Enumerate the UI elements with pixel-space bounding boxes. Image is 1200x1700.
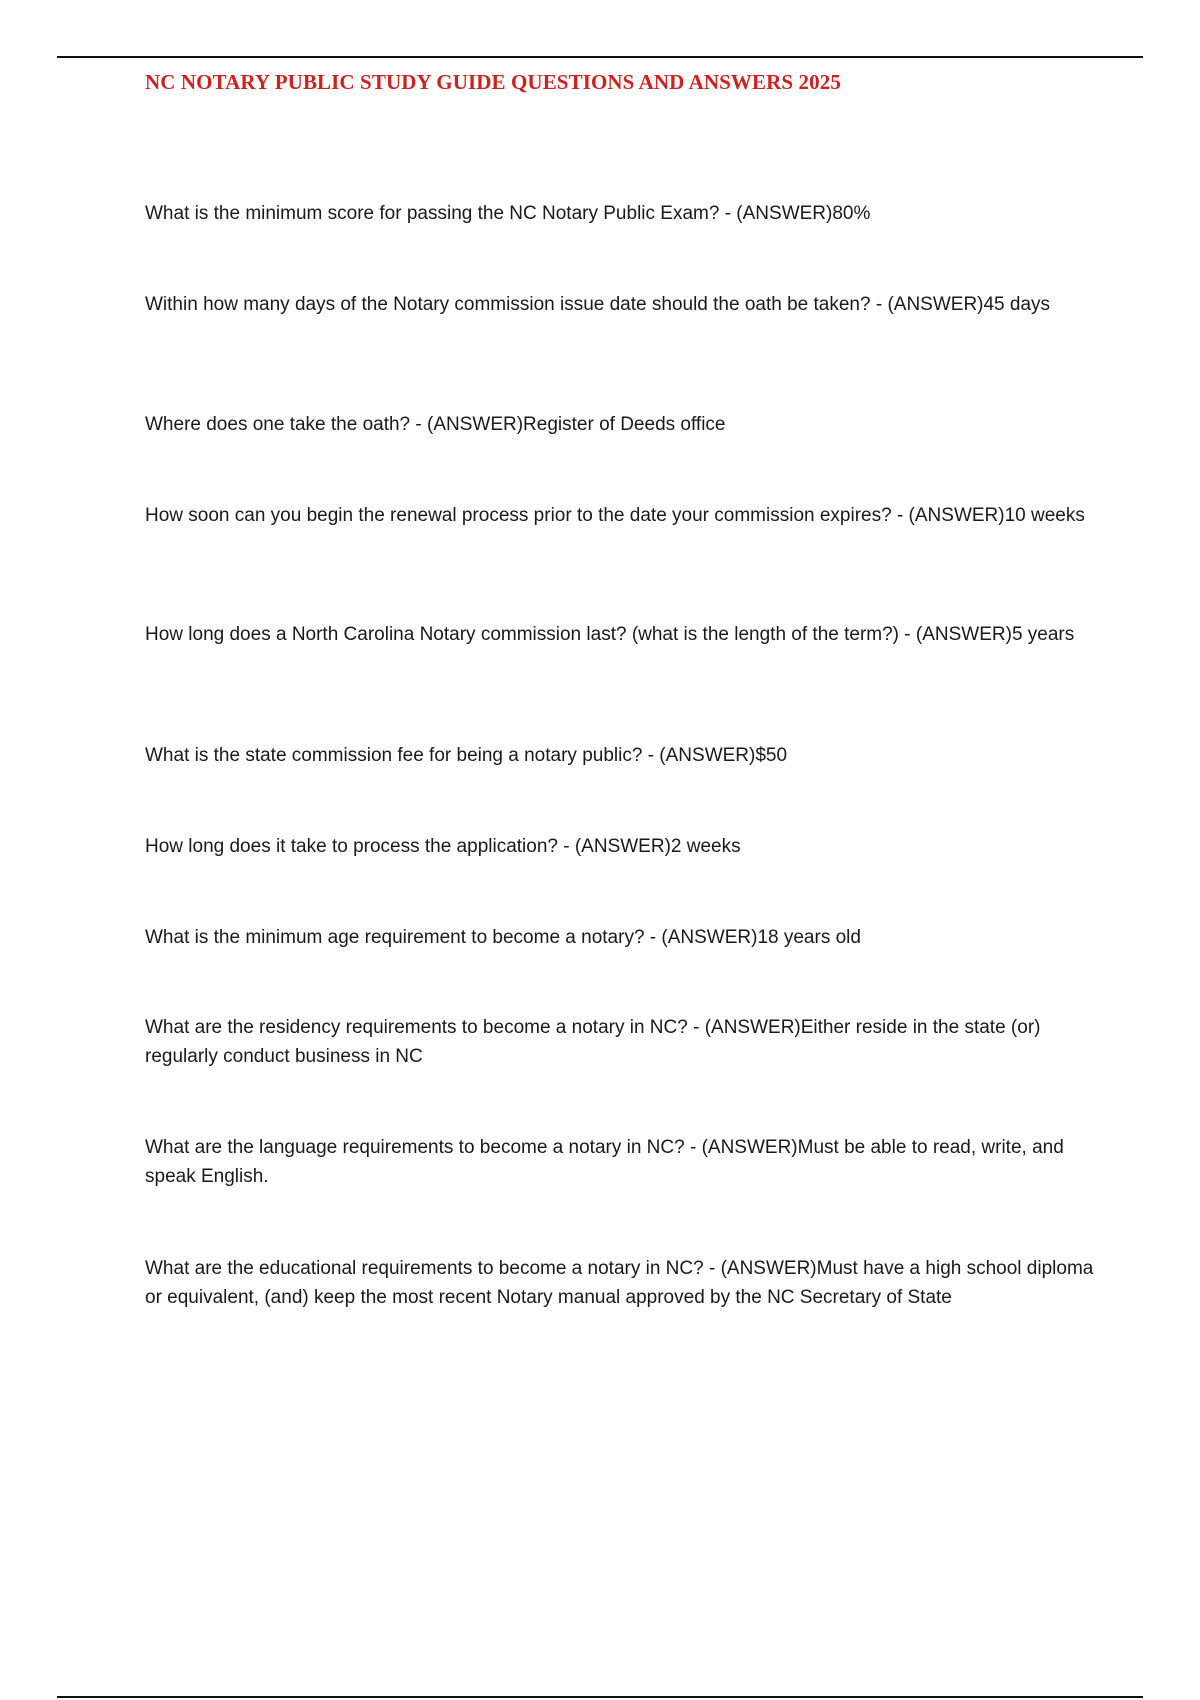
header-rule xyxy=(57,56,1143,58)
qa-item: What is the minimum age requirement to become a notary? - (ANSWER)18 years old xyxy=(145,927,861,948)
qa-item: How soon can you begin the renewal process prior to the date your commission expires? - (ANSWER)10 weeks xyxy=(145,505,1085,526)
qa-item: Within how many days of the Notary commission issue date should the oath be taken? - (ANSWER)45 days xyxy=(145,294,1051,315)
qa-item: What are the residency requirements to become a notary in NC? - (ANSWER)Either reside in the state (or) regularly conduct business in NC xyxy=(145,1017,1041,1067)
qa-item: How long does a North Carolina Notary commission last? (what is the length of the term?) - (ANSWER)5 years xyxy=(145,624,1075,645)
qa-item: What are the educational requirements to become a notary in NC? - (ANSWER)Must have a high school diploma or equivalent, (and) keep the most recent Notary manual approved by the NC Secretary of State xyxy=(145,1258,1094,1308)
qa-item: What is the state commission fee for being a notary public? - (ANSWER)$50 xyxy=(145,745,788,766)
qa-item: What are the language requirements to become a notary in NC? - (ANSWER)Must be able to read, write, and speak English. xyxy=(145,1137,1064,1187)
qa-item: Where does one take the oath? - (ANSWER)Register of Deeds office xyxy=(145,414,726,435)
qa-item: What is the minimum score for passing the NC Notary Public Exam? - (ANSWER)80% xyxy=(145,203,871,224)
footer-rule xyxy=(57,1696,1143,1698)
document-title: NC NOTARY PUBLIC STUDY GUIDE QUESTIONS AND ANSWERS 2025 xyxy=(145,70,841,94)
qa-item: How long does it take to process the application? - (ANSWER)2 weeks xyxy=(145,836,741,857)
